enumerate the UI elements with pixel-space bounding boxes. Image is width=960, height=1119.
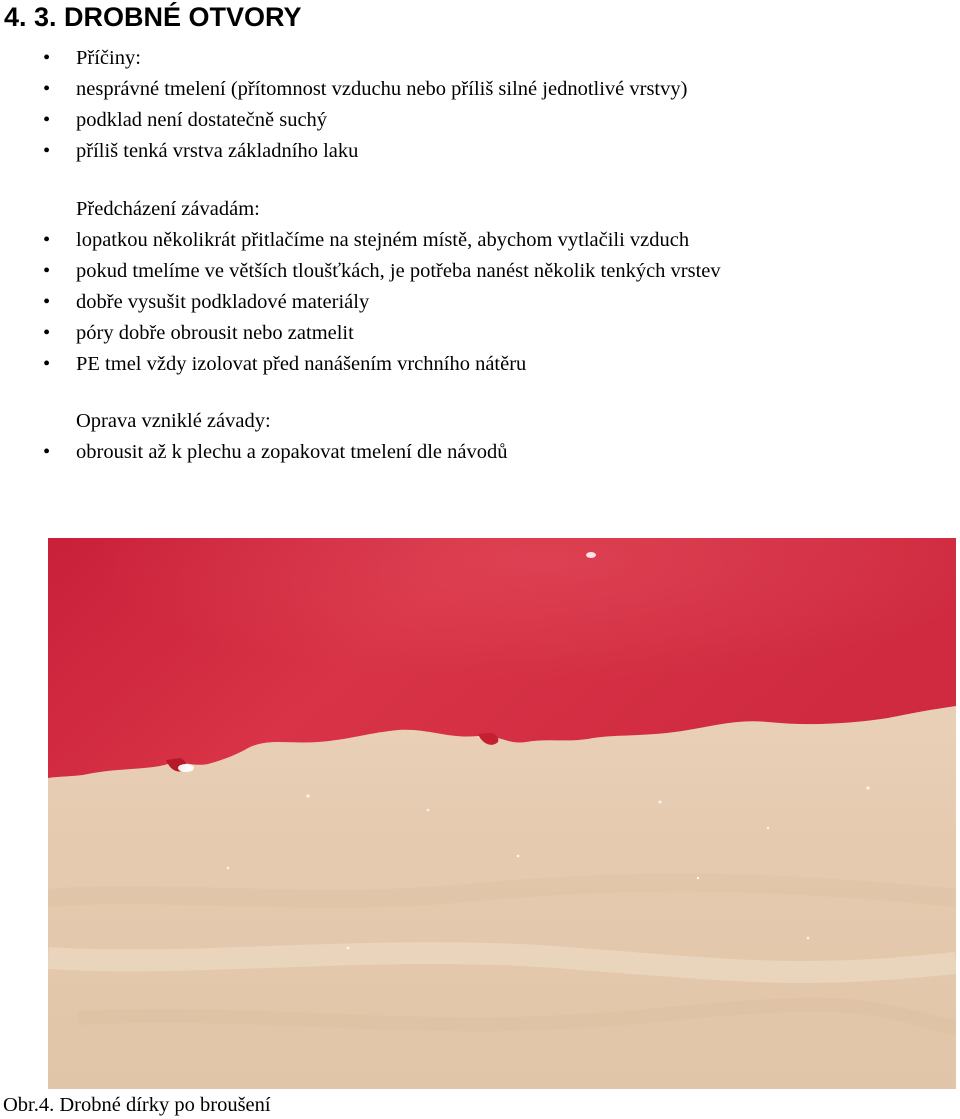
list-item (0, 437, 960, 468)
figure-caption: Obr.4. Drobné dírky po broušení (3, 1094, 271, 1116)
list-item (0, 256, 960, 287)
causes-title-row (0, 43, 960, 74)
list-item (0, 136, 960, 167)
bullet-icon: • (43, 353, 51, 375)
bullet-icon: • (43, 47, 51, 69)
prevention-item: lopatkou několikrát přitlačíme na stejném místě, abychom vytlačili vzduch (76, 229, 690, 251)
pinhole (227, 867, 230, 870)
prevention-item: póry dobře obrousit nebo zatmelit (76, 322, 354, 344)
pinhole (697, 877, 699, 879)
cause-item: nesprávné tmelení (přítomnost vzduchu nebo příliš silné jednotlivé vrstvy) (76, 78, 688, 100)
red-reflection (48, 538, 956, 778)
list-item (0, 105, 960, 136)
pinhole (178, 764, 194, 772)
bullet-icon: • (43, 140, 51, 162)
section-heading: 4. 3. DROBNÉ OTVORY (4, 2, 302, 32)
repair-title: Oprava vzniklé závady: (76, 410, 271, 432)
list-item (0, 287, 960, 318)
pinhole (586, 552, 596, 558)
pinhole (866, 786, 869, 789)
defect-photo (48, 538, 956, 1089)
cause-item: podklad není dostatečně suchý (76, 109, 328, 131)
prevention-item: pokud tmelíme ve větších tloušťkách, je potřeba nanést několik tenkých vrstev (76, 260, 721, 282)
bullet-icon: • (43, 322, 51, 344)
prevention-title-row (0, 194, 960, 225)
bullet-icon: • (43, 78, 51, 100)
pinhole (427, 809, 430, 812)
pinhole (659, 801, 662, 804)
list-item (0, 349, 960, 380)
bullet-icon: • (43, 441, 51, 463)
prevention-title: Předcházení závadám: (76, 198, 260, 220)
list-item (0, 318, 960, 349)
pinhole (767, 827, 770, 830)
prevention-item: dobře vysušit podkladové materiály (76, 291, 370, 313)
pinhole (306, 794, 309, 797)
pinhole (517, 855, 520, 858)
bullet-icon: • (43, 229, 51, 251)
list-item (0, 225, 960, 256)
repair-section (0, 406, 960, 468)
prevention-section (0, 194, 960, 380)
repair-item: obrousit až k plechu a zopakovat tmelení dle návodů (76, 441, 508, 463)
list-item (0, 74, 960, 105)
bullet-icon: • (43, 260, 51, 282)
causes-section (0, 43, 960, 167)
bullet-icon: • (43, 291, 51, 313)
causes-title: Příčiny: (76, 47, 141, 69)
pinhole (347, 947, 350, 950)
prevention-item: PE tmel vždy izolovat před nanášením vrchního nátěru (76, 353, 527, 375)
bullet-icon: • (43, 109, 51, 131)
repair-title-row (0, 406, 960, 437)
cause-item: příliš tenká vrstva základního laku (76, 140, 359, 162)
pinhole (807, 937, 810, 940)
